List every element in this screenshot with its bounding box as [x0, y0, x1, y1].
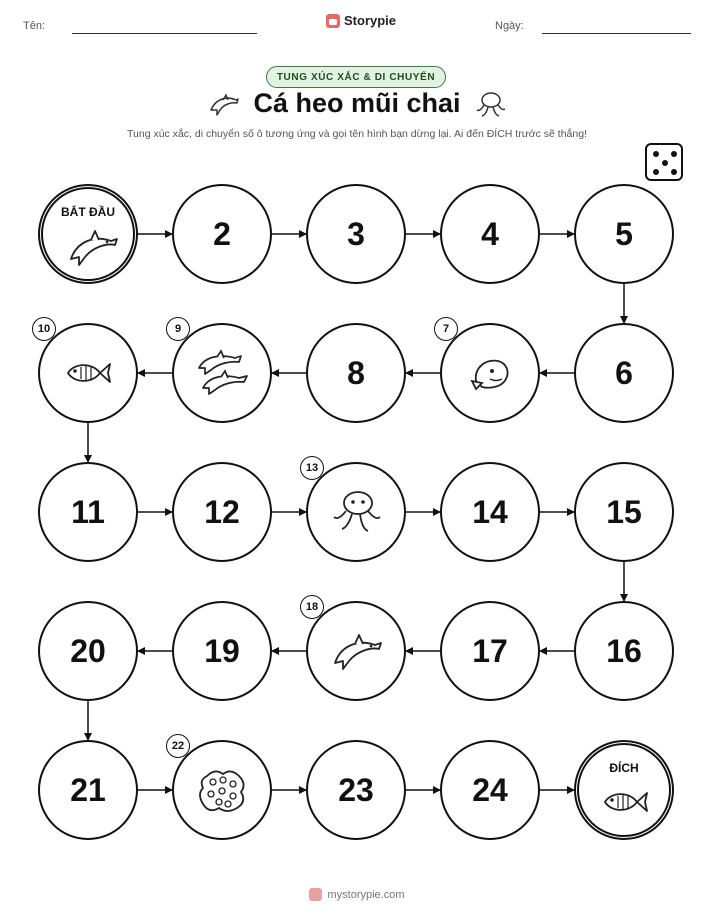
footer — [0, 888, 714, 901]
footer-url[interactable]: mystorypie.com — [327, 888, 405, 901]
board-cell-18[interactable] — [306, 601, 406, 701]
cell-number: 15 — [606, 493, 642, 530]
cell-number: 17 — [472, 632, 508, 669]
cell-number: 11 — [71, 493, 105, 530]
cell-number: 16 — [606, 632, 642, 669]
board-cell-20[interactable] — [38, 601, 138, 701]
finish-label: ĐÍCH — [609, 761, 639, 775]
brand-name: Storypie — [344, 13, 397, 28]
board-cell-13[interactable] — [306, 462, 406, 562]
sponge-icon — [197, 766, 247, 819]
cell-number: 20 — [70, 632, 106, 669]
cell-number: 8 — [347, 354, 365, 391]
start-label: BẮT ĐẦU — [61, 205, 115, 219]
board-cell-22[interactable] — [172, 740, 272, 840]
board-cell-11[interactable] — [38, 462, 138, 562]
cell-number: 4 — [481, 215, 499, 252]
cell-number: 2 — [213, 215, 231, 252]
cell-number-badge: 9 — [166, 317, 190, 341]
cell-number-badge: 22 — [166, 734, 190, 758]
board-cell-21[interactable] — [38, 740, 138, 840]
cell-number: 12 — [204, 493, 240, 530]
dolphin-icon — [329, 629, 383, 678]
board-cell-19[interactable] — [172, 601, 272, 701]
board-cell-17[interactable] — [440, 601, 540, 701]
board-cell-7[interactable] — [440, 323, 540, 423]
date-label: Ngày: — [495, 20, 524, 32]
cell-number: 5 — [615, 215, 633, 252]
cell-number: 24 — [472, 771, 508, 808]
board-cell-4[interactable] — [440, 184, 540, 284]
board-cell-5[interactable] — [574, 184, 674, 284]
page-title: Cá heo mũi chai — [253, 88, 461, 118]
start-cell[interactable] — [38, 184, 138, 284]
board-cell-12[interactable] — [172, 462, 272, 562]
board-cell-23[interactable] — [306, 740, 406, 840]
cell-number: 23 — [338, 771, 374, 808]
board-cell-8[interactable] — [306, 323, 406, 423]
board-cell-6[interactable] — [574, 323, 674, 423]
dolphin-icon — [65, 225, 119, 274]
dolphins-icon — [193, 348, 251, 403]
cell-number-badge: 18 — [300, 595, 324, 619]
board-cell-2[interactable] — [172, 184, 272, 284]
cell-number-badge: 10 — [32, 317, 56, 341]
cell-number: 14 — [472, 493, 508, 530]
board-cell-15[interactable] — [574, 462, 674, 562]
octopus-icon — [330, 487, 382, 542]
storypie-logo-icon — [309, 888, 322, 901]
finish-cell[interactable] — [574, 740, 674, 840]
board-cell-3[interactable] — [306, 184, 406, 284]
cell-number-badge: 13 — [300, 456, 324, 480]
activity-tag: TUNG XÚC XẮC & DI CHUYỂN — [266, 66, 446, 88]
board-cell-10[interactable] — [38, 323, 138, 423]
board-cell-24[interactable] — [440, 740, 540, 840]
fish-icon — [601, 787, 649, 822]
cell-number: 6 — [615, 354, 633, 391]
fish-icon — [64, 358, 112, 393]
name-label: Tên: — [23, 20, 46, 32]
board-cell-16[interactable] — [574, 601, 674, 701]
instructions: Tung xúc xắc, di chuyển số ô tương ứng và gọi tên hình bạn dừng lại. Ai đến ĐÍCH trước sẽ thắng! — [126, 128, 587, 140]
board-cell-9[interactable] — [172, 323, 272, 423]
cell-number: 19 — [204, 632, 240, 669]
cell-number: 3 — [347, 215, 365, 252]
dolphin-head-icon — [466, 351, 514, 400]
board-cell-14[interactable] — [440, 462, 540, 562]
cell-number-badge: 7 — [434, 317, 458, 341]
cell-number: 21 — [70, 771, 106, 808]
